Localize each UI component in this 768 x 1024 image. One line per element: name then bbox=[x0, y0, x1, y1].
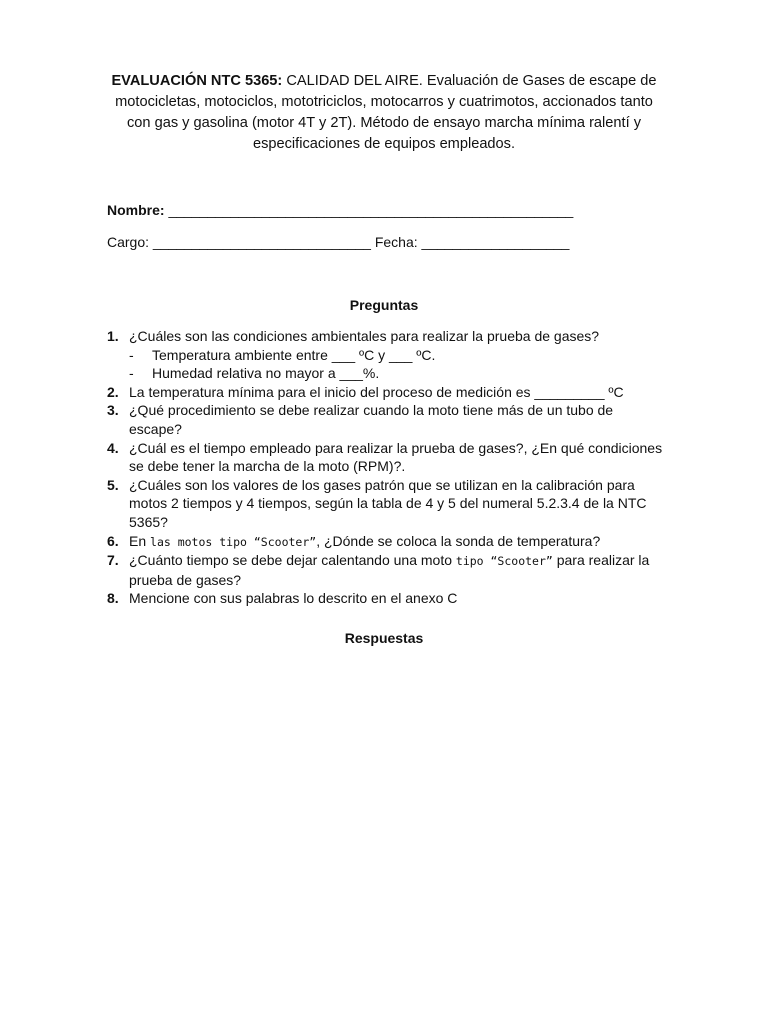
question-2 bbox=[107, 383, 667, 402]
question-number: 3. bbox=[107, 402, 119, 419]
questions-list bbox=[107, 327, 667, 608]
question-text: Mencione con sus palabras lo descrito en el anexo C bbox=[129, 590, 458, 607]
sub-item-humedad bbox=[129, 364, 667, 383]
question-number: 8. bbox=[107, 590, 119, 607]
question-text: La temperatura mínima para el inicio del proceso de medición es _________ ºC bbox=[129, 383, 624, 400]
nombre-field bbox=[107, 201, 573, 219]
question-number: 1. bbox=[107, 328, 119, 344]
document-title bbox=[104, 71, 664, 155]
question-text-end: , ¿Dónde se coloca la sonda de temperatura? bbox=[316, 532, 601, 549]
dash-bullet: - bbox=[129, 346, 134, 363]
title-bold: EVALUACIÓN NTC 5365: bbox=[111, 73, 283, 89]
question-number: 4. bbox=[107, 439, 119, 456]
question-number: 5. bbox=[107, 476, 119, 493]
question-text-mono: tipo “Scooter” bbox=[455, 554, 553, 569]
sub-item-text: Temperatura ambiente entre ___ ºC y ___ ºC. bbox=[152, 346, 436, 363]
question-text-start: En bbox=[129, 532, 151, 549]
question-text: ¿Cuál es el tiempo empleado para realizar la prueba de gases?, ¿En qué condiciones se debe tener la marcha de la moto (RPM)?. bbox=[129, 439, 663, 475]
question-text-mono: las motos tipo “Scooter” bbox=[150, 534, 317, 549]
question-text: ¿Cuáles son las condiciones ambientales para realizar la prueba de gases? bbox=[129, 328, 600, 344]
question-6 bbox=[107, 532, 667, 552]
cargo-line: ____________________________ bbox=[149, 234, 371, 250]
respuestas-heading: Respuestas bbox=[344, 630, 424, 646]
sub-item-temperatura bbox=[129, 346, 667, 365]
question-7 bbox=[107, 551, 667, 589]
question-number: 7. bbox=[107, 552, 119, 569]
question-text-end: para realizar la prueba de gases? bbox=[129, 552, 650, 588]
question-8 bbox=[107, 589, 667, 608]
cargo-fecha-field bbox=[107, 233, 569, 251]
question-text: ¿Qué procedimiento se debe realizar cuando la moto tiene más de un tubo de escape? bbox=[129, 402, 614, 437]
dash-bullet: - bbox=[129, 365, 134, 382]
question-3 bbox=[107, 401, 667, 438]
question-5 bbox=[107, 476, 667, 532]
title-text: CALIDAD DEL AIRE. Evaluación de Gases de escape de motocicletas, motociclos, mototriciclos, motocarros y cuatrimotos, accionados tanto con gas y gasolina (motor 4T y 2T). Método de ensayo marcha mínima ralentí y especificaciones de equipos empleados. bbox=[115, 73, 657, 152]
question-number: 2. bbox=[107, 383, 119, 400]
nombre-label: Nombre: bbox=[107, 202, 165, 218]
question-1 bbox=[107, 327, 667, 383]
cargo-label: Cargo: bbox=[107, 234, 150, 250]
question-1-sublist bbox=[129, 346, 667, 383]
question-text: ¿Cuáles son los valores de los gases patrón que se utilizan en la calibración para motos 2 tiempos y 4 tiempos, según la tabla de 4 y 5 del numeral 5.2.3.4 de la NTC 5365? bbox=[129, 476, 647, 530]
fecha-label: Fecha: bbox=[370, 234, 418, 250]
question-number: 6. bbox=[107, 532, 119, 549]
question-4 bbox=[107, 439, 667, 476]
nombre-line: ____________________________________________________ bbox=[164, 202, 574, 218]
fecha-line: ___________________ bbox=[417, 234, 570, 250]
sub-item-text: Humedad relativa no mayor a ___%. bbox=[152, 365, 380, 382]
preguntas-heading: Preguntas bbox=[349, 297, 419, 313]
question-text-start: ¿Cuánto tiempo se debe dejar calentando una moto bbox=[129, 552, 456, 569]
